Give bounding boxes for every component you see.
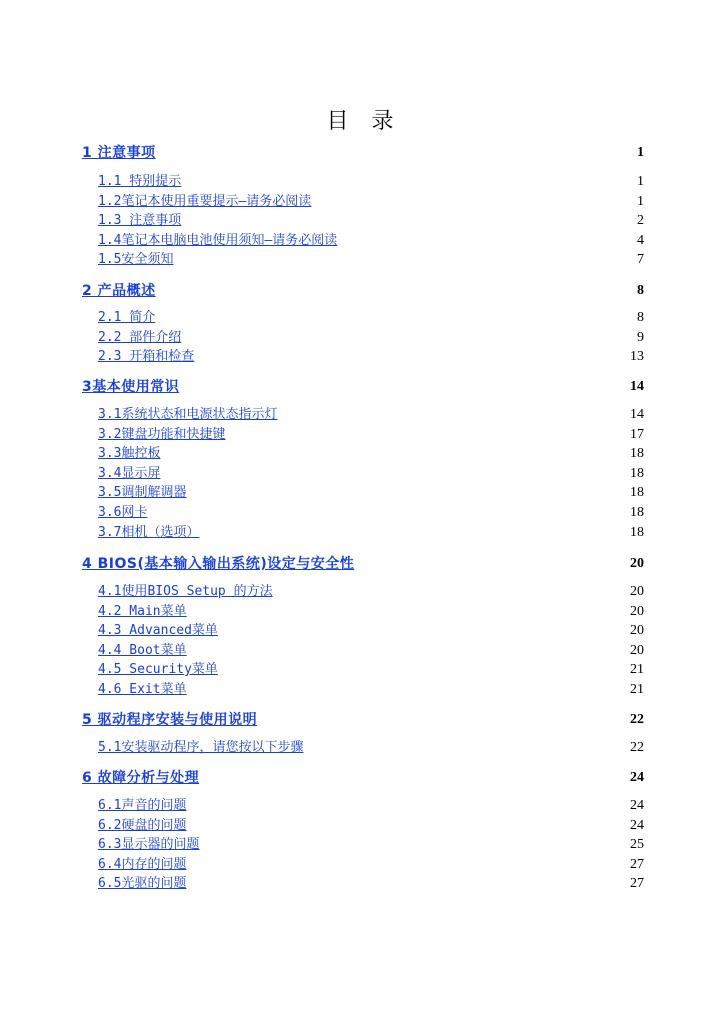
toc-section-link[interactable]: 6.5光驱的问题 [98, 876, 187, 891]
toc-chapter-row [82, 377, 644, 397]
toc-section-page-number: 9 [637, 330, 644, 345]
toc-section-link[interactable]: 3.5调制解调器 [98, 485, 187, 500]
toc-section-link[interactable]: 2.3 开箱和检查 [98, 349, 195, 364]
toc-section-page-number: 24 [630, 818, 644, 833]
toc-section-page-number: 13 [630, 349, 644, 364]
toc-section-row [98, 503, 644, 523]
toc-chapter-page-number: 14 [630, 379, 644, 394]
toc-section-row [98, 641, 644, 661]
toc-chapter-link[interactable]: 3基本使用常识 [82, 379, 180, 395]
toc-section-row [98, 172, 644, 192]
toc-section-link[interactable]: 1.2笔记本使用重要提示—请务必阅读 [98, 194, 312, 209]
toc-section-link[interactable]: 2.1 简介 [98, 310, 156, 325]
toc-chapter-row [82, 554, 644, 574]
toc-section-row [98, 192, 644, 212]
toc-section-link[interactable]: 6.2硬盘的问题 [98, 818, 187, 833]
toc-chapter-link[interactable]: 4 BIOS(基本输入输出系统)设定与安全性 [82, 556, 355, 572]
toc-section-page-number: 2 [637, 213, 644, 228]
toc-section-row [98, 425, 644, 445]
toc-section-link[interactable]: 4.1使用BIOS Setup 的方法 [98, 584, 273, 599]
toc-section-page-number: 1 [637, 194, 644, 209]
toc-section-row [98, 464, 644, 484]
toc-section-link[interactable]: 4.6 Exit菜单 [98, 682, 187, 697]
toc-section-row [98, 231, 644, 251]
toc-chapter-page-number: 1 [637, 145, 644, 160]
toc-chapter-row [82, 768, 644, 788]
toc-section-page-number: 18 [630, 446, 644, 461]
toc-chapter-link[interactable]: 1 注意事项 [82, 145, 156, 161]
toc-section-link[interactable]: 1.4笔记本电脑电池使用须知—请务必阅读 [98, 233, 338, 248]
toc-section-link[interactable]: 1.3 注意事项 [98, 213, 182, 228]
toc-section-row [98, 602, 644, 622]
toc-section-link[interactable]: 4.4 Boot菜单 [98, 643, 187, 658]
toc-section-row [98, 405, 644, 425]
toc-section-row [98, 680, 644, 700]
toc-section-row [98, 523, 644, 543]
toc-section-page-number: 1 [637, 174, 644, 189]
toc-section-row [98, 738, 644, 758]
toc-chapter-link[interactable]: 2 产品概述 [82, 283, 156, 299]
toc-section-row [98, 796, 644, 816]
toc-section-link[interactable]: 1.5安全须知 [98, 252, 174, 267]
toc-section-row [98, 660, 644, 680]
toc-section-row [98, 582, 644, 602]
toc-section-page-number: 18 [630, 525, 644, 540]
toc-chapter-page-number: 22 [630, 712, 644, 727]
toc-section-link[interactable]: 4.2 Main菜单 [98, 604, 187, 619]
toc-section-link[interactable]: 5.1安装驱动程序，请您按以下步骤 [98, 740, 304, 755]
toc-chapter-row [82, 143, 644, 163]
toc-chapter-row [82, 281, 644, 301]
toc-section-row [98, 483, 644, 503]
toc-section-link[interactable]: 3.1系统状态和电源状态指示灯 [98, 407, 278, 422]
page-title: 目 录 [326, 109, 402, 134]
toc-section-row [98, 855, 644, 875]
toc-section-link[interactable]: 3.4显示屏 [98, 466, 161, 481]
toc-section-row [98, 250, 644, 270]
toc-section-link[interactable]: 3.6网卡 [98, 505, 148, 520]
toc-section-page-number: 20 [630, 584, 644, 599]
toc-section-row [98, 211, 644, 231]
toc-section-row [98, 816, 644, 836]
toc-section-page-number: 20 [630, 623, 644, 638]
toc-section-link[interactable]: 6.1声音的问题 [98, 798, 187, 813]
toc-section-page-number: 25 [630, 837, 644, 852]
toc-section-page-number: 24 [630, 798, 644, 813]
toc-section-page-number: 17 [630, 427, 644, 442]
toc-section-page-number: 18 [630, 466, 644, 481]
toc-section-row [98, 621, 644, 641]
toc-chapter-page-number: 8 [637, 283, 644, 298]
toc-section-page-number: 7 [637, 252, 644, 267]
toc-section-link[interactable]: 6.4内存的问题 [98, 857, 187, 872]
toc-chapter-row [82, 710, 644, 730]
toc-section-page-number: 27 [630, 857, 644, 872]
toc-section-row [98, 308, 644, 328]
toc-section-link[interactable]: 6.3显示器的问题 [98, 837, 200, 852]
toc-section-row [98, 874, 644, 894]
toc-chapter-link[interactable]: 5 驱动程序安装与使用说明 [82, 712, 258, 728]
toc-chapter-page-number: 20 [630, 556, 644, 571]
toc-section-link[interactable]: 1.1 特别提示 [98, 174, 182, 189]
toc-section-row [98, 835, 644, 855]
toc-section-page-number: 18 [630, 505, 644, 520]
toc-section-link[interactable]: 3.7相机（选项） [98, 525, 200, 540]
toc-section-link[interactable]: 2.2 部件介绍 [98, 330, 182, 345]
toc-section-page-number: 20 [630, 643, 644, 658]
toc-section-page-number: 14 [630, 407, 644, 422]
toc-chapter-link[interactable]: 6 故障分析与处理 [82, 770, 200, 786]
toc-section-page-number: 21 [630, 682, 644, 697]
toc-section-link[interactable]: 3.3触控板 [98, 446, 161, 461]
toc-section-link[interactable]: 4.5 Security菜单 [98, 662, 218, 677]
toc-section-page-number: 27 [630, 876, 644, 891]
toc-section-link[interactable]: 3.2键盘功能和快捷键 [98, 427, 226, 442]
toc-section-page-number: 18 [630, 485, 644, 500]
toc-chapter-page-number: 24 [630, 770, 644, 785]
toc-section-row [98, 444, 644, 464]
toc-section-page-number: 8 [637, 310, 644, 325]
toc-section-page-number: 4 [637, 233, 644, 248]
toc-section-page-number: 20 [630, 604, 644, 619]
toc-section-link[interactable]: 4.3 Advanced菜单 [98, 623, 218, 638]
toc-section-page-number: 21 [630, 662, 644, 677]
toc-section-row [98, 347, 644, 367]
toc-section-page-number: 22 [630, 740, 644, 755]
toc-section-row [98, 328, 644, 348]
